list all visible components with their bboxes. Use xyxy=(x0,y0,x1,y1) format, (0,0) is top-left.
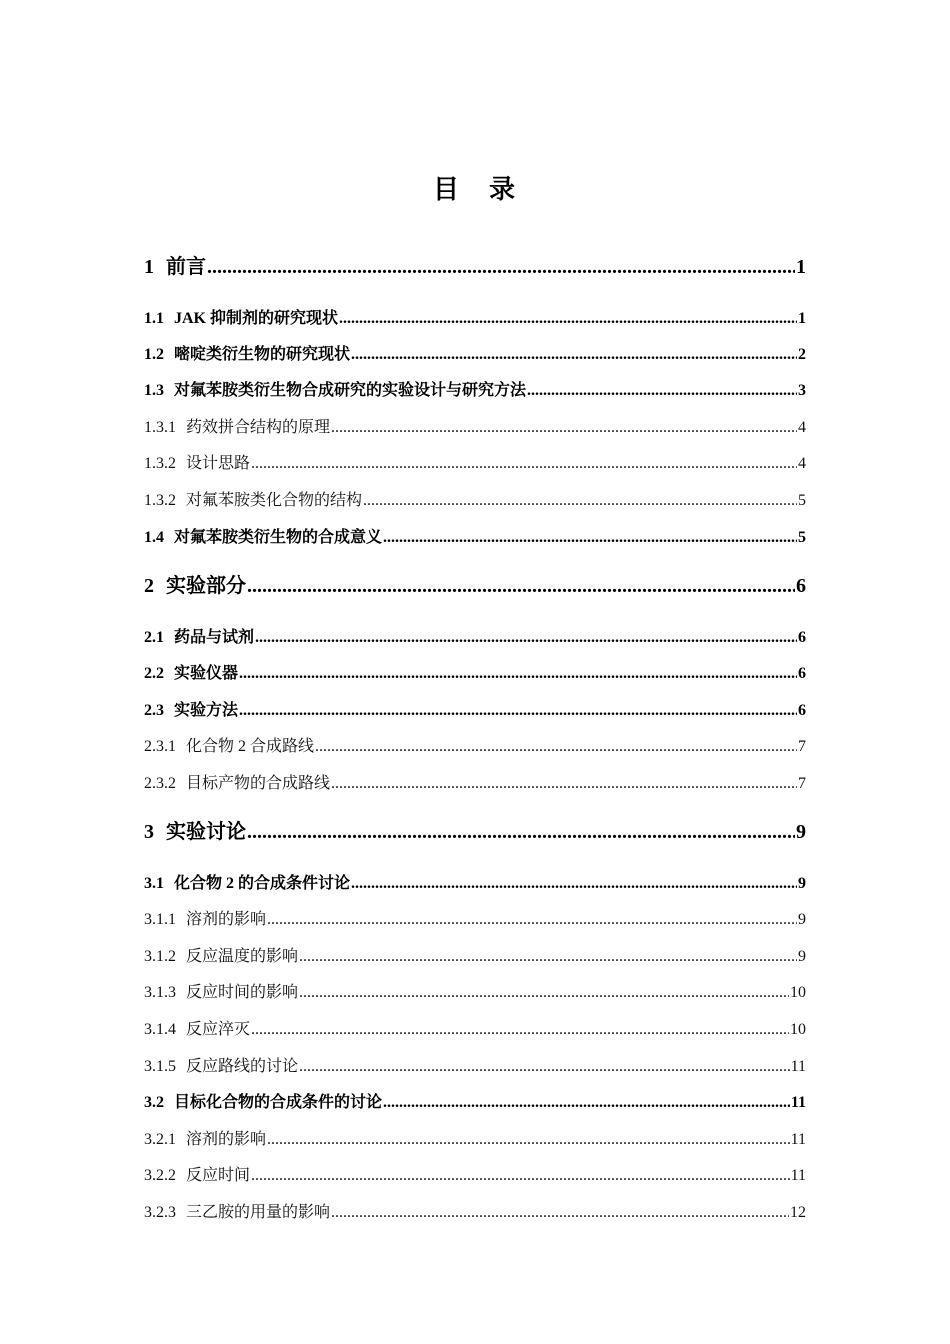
toc-entry[interactable] xyxy=(144,1091,806,1115)
toc-entry[interactable] xyxy=(144,489,806,513)
toc-entry-number: 1.2 xyxy=(144,346,164,363)
toc-dot-leader xyxy=(527,379,797,403)
toc-entry-title: 实验方法 xyxy=(174,702,239,719)
page-title: 目 录 xyxy=(432,175,517,204)
toc-entry-title: 药效拼合结构的原理 xyxy=(186,419,331,436)
toc-entry-page-number: 6 xyxy=(798,629,806,646)
toc-entry-number: 3.1.4 xyxy=(144,1021,176,1038)
toc-entry[interactable] xyxy=(144,945,806,969)
toc-entry-number: 3.2.1 xyxy=(144,1131,176,1148)
toc-dot-leader xyxy=(383,526,797,550)
toc-entry[interactable] xyxy=(144,1128,806,1152)
toc-dot-leader xyxy=(267,1128,790,1152)
toc-entry-title: 目标产物的合成路线 xyxy=(186,775,331,792)
toc-dot-leader xyxy=(339,307,797,331)
toc-entry-number: 1 xyxy=(144,256,154,278)
toc-entry-page-number: 1 xyxy=(798,310,806,327)
toc-entry-title: 三乙胺的用量的影响 xyxy=(186,1204,331,1221)
toc-entry-title: 嘧啶类衍生物的研究现状 xyxy=(174,346,351,363)
toc-entry[interactable] xyxy=(144,626,806,650)
toc-dot-leader xyxy=(247,571,795,601)
toc-entry-number: 2 xyxy=(144,575,154,597)
toc-entry[interactable] xyxy=(144,1055,806,1079)
toc-entry-title: 反应时间的影响 xyxy=(186,984,299,1001)
toc-entry-page-number: 11 xyxy=(790,1131,806,1148)
toc-entry-number: 1.1 xyxy=(144,310,164,327)
toc-dot-leader xyxy=(383,1091,790,1115)
toc-entry[interactable] xyxy=(144,872,806,896)
toc-entry-page-number: 9 xyxy=(796,821,806,843)
toc-dot-leader xyxy=(331,1201,789,1225)
toc-entry-page-number: 4 xyxy=(798,455,806,472)
toc-entry[interactable] xyxy=(144,452,806,476)
toc-dot-leader xyxy=(207,252,795,282)
toc-dot-leader xyxy=(363,489,797,513)
toc-entry-number: 3.1 xyxy=(144,875,164,892)
toc-entry-page-number: 4 xyxy=(798,419,806,436)
toc-entry-page-number: 10 xyxy=(790,1021,806,1038)
toc-dot-leader xyxy=(251,1164,790,1188)
toc-dot-leader xyxy=(255,626,797,650)
toc-entry[interactable] xyxy=(144,379,806,403)
toc-entry[interactable] xyxy=(144,307,806,331)
toc-entry-number: 3.1.1 xyxy=(144,911,176,928)
toc-dot-leader xyxy=(239,699,797,723)
toc-entry[interactable] xyxy=(144,817,806,847)
toc-dot-leader xyxy=(251,1018,789,1042)
toc-entry-number: 3.2.2 xyxy=(144,1167,176,1184)
toc-entry-page-number: 6 xyxy=(796,575,806,597)
toc-entry-title: 化合物 2 的合成条件讨论 xyxy=(174,875,351,892)
toc-entry-page-number: 7 xyxy=(798,775,806,792)
toc-entry-title: 溶剂的影响 xyxy=(186,911,267,928)
toc-entry-page-number: 5 xyxy=(798,529,806,546)
toc-entry[interactable] xyxy=(144,526,806,550)
toc-entry[interactable] xyxy=(144,1164,806,1188)
toc-entry-number: 2.2 xyxy=(144,665,164,682)
toc-entry-title: 目标化合物的合成条件的讨论 xyxy=(174,1094,383,1111)
toc-entry-title: 反应时间 xyxy=(186,1167,251,1184)
toc-entry-page-number: 1 xyxy=(796,256,806,278)
toc-entry-page-number: 3 xyxy=(798,382,806,399)
toc-entry-number: 2.1 xyxy=(144,629,164,646)
toc-entry-number: 1.3 xyxy=(144,382,164,399)
toc-dot-leader xyxy=(351,343,797,367)
toc-entry-page-number: 9 xyxy=(798,875,806,892)
toc-entry-title: 实验仪器 xyxy=(174,665,239,682)
toc-entry-number: 3.1.3 xyxy=(144,984,176,1001)
toc-dot-leader xyxy=(351,872,797,896)
toc-entry[interactable] xyxy=(144,416,806,440)
toc-entry-page-number: 6 xyxy=(798,665,806,682)
toc-entry[interactable] xyxy=(144,772,806,796)
toc-entry-title: 对氟苯胺类化合物的结构 xyxy=(186,492,363,509)
toc-entry[interactable] xyxy=(144,662,806,686)
toc-entry-number: 1.3.2 xyxy=(144,492,176,509)
toc-entry[interactable] xyxy=(144,981,806,1005)
toc-entry[interactable] xyxy=(144,735,806,759)
toc-entry-title: 化合物 2 合成路线 xyxy=(186,738,315,755)
toc-entry-page-number: 9 xyxy=(798,911,806,928)
toc-entry[interactable] xyxy=(144,699,806,723)
toc-dot-leader xyxy=(299,1055,790,1079)
toc-entry-number: 3.1.2 xyxy=(144,948,176,965)
toc-entry-title: 实验部分 xyxy=(166,575,246,597)
toc-entry-title: 对氟苯胺类衍生物的合成意义 xyxy=(174,529,383,546)
toc-dot-leader xyxy=(299,945,797,969)
toc-entry-page-number: 7 xyxy=(798,738,806,755)
toc-entry-number: 3.2.3 xyxy=(144,1204,176,1221)
toc-entry-title: 反应温度的影响 xyxy=(186,948,299,965)
toc-dot-leader xyxy=(251,452,797,476)
toc-entry-page-number: 9 xyxy=(798,948,806,965)
toc-dot-leader xyxy=(331,772,797,796)
toc-entry-number: 2.3.1 xyxy=(144,738,176,755)
toc-entry-number: 2.3 xyxy=(144,702,164,719)
toc-dot-leader xyxy=(267,908,797,932)
toc-entry-page-number: 11 xyxy=(790,1094,806,1111)
toc-entry-title: JAK 抑制剂的研究现状 xyxy=(174,310,339,327)
toc-entry[interactable] xyxy=(144,343,806,367)
toc-entry[interactable] xyxy=(144,571,806,601)
toc-dot-leader xyxy=(247,817,795,847)
toc-entry-number: 1.3.1 xyxy=(144,419,176,436)
toc-entry[interactable] xyxy=(144,1201,806,1225)
toc-entry[interactable] xyxy=(144,252,806,282)
toc-entry-title: 溶剂的影响 xyxy=(186,1131,267,1148)
toc-entry-number: 1.4 xyxy=(144,529,164,546)
toc-entry-page-number: 11 xyxy=(790,1167,806,1184)
toc-entry-page-number: 12 xyxy=(790,1204,806,1221)
toc-entry-title: 反应路线的讨论 xyxy=(186,1058,299,1075)
toc-entry-page-number: 6 xyxy=(798,702,806,719)
toc-entry[interactable] xyxy=(144,1018,806,1042)
toc-dot-leader xyxy=(239,662,797,686)
toc-entry-title: 对氟苯胺类衍生物合成研究的实验设计与研究方法 xyxy=(174,382,527,399)
toc-entry-number: 3.2 xyxy=(144,1094,164,1111)
toc-entry-title: 实验讨论 xyxy=(166,821,246,843)
toc-dot-leader xyxy=(299,981,789,1005)
toc-dot-leader xyxy=(315,735,797,759)
toc-entry[interactable] xyxy=(144,908,806,932)
toc-dot-leader xyxy=(331,416,797,440)
toc-entry-title: 反应淬灭 xyxy=(186,1021,251,1038)
toc-entry-number: 3.1.5 xyxy=(144,1058,176,1075)
toc-entry-page-number: 5 xyxy=(798,492,806,509)
toc-entry-page-number: 11 xyxy=(790,1058,806,1075)
toc-entry-number: 1.3.2 xyxy=(144,455,176,472)
toc-entry-number: 3 xyxy=(144,821,154,843)
toc-entry-title: 药品与试剂 xyxy=(174,629,255,646)
toc-entry-title: 前言 xyxy=(166,256,206,278)
toc-entry-number: 2.3.2 xyxy=(144,775,176,792)
toc-entry-page-number: 2 xyxy=(798,346,806,363)
toc-entry-page-number: 10 xyxy=(790,984,806,1001)
toc-entry-title: 设计思路 xyxy=(186,455,251,472)
